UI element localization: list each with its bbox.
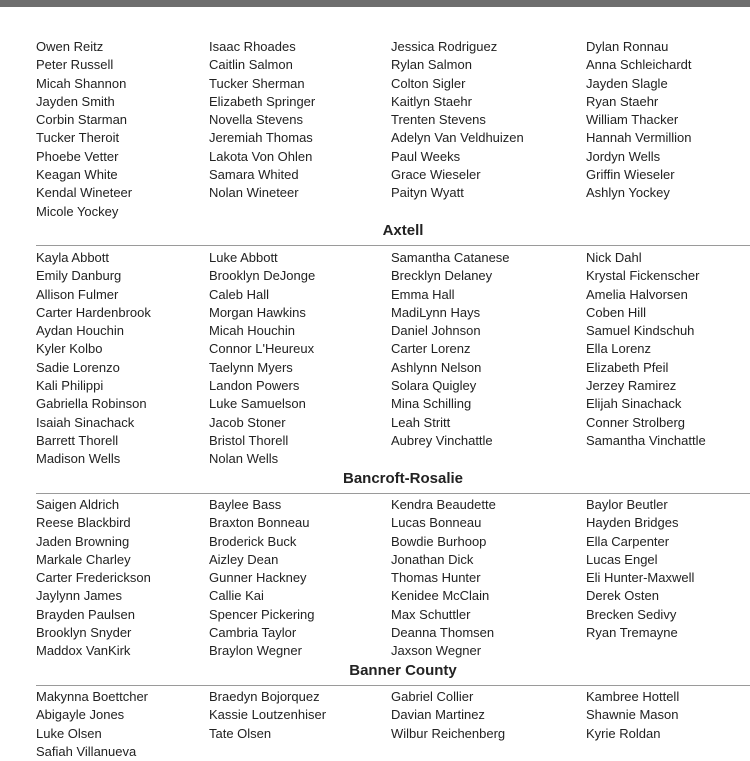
list-item: Madison Wells bbox=[36, 451, 121, 467]
list-item: Micah Houchin bbox=[209, 323, 295, 339]
list-item: Kenidee McClain bbox=[391, 588, 490, 604]
list-item: Micole Yockey bbox=[36, 203, 119, 219]
list-item: Gabriel Collier bbox=[391, 689, 474, 704]
list-item: Jaxson Wegner bbox=[391, 643, 482, 659]
list-item: Kayla Abbott bbox=[36, 250, 109, 265]
list-item: Allison Fulmer bbox=[36, 286, 119, 302]
list-item: Nolan Wells bbox=[209, 451, 279, 467]
list-item: Amelia Halvorsen bbox=[586, 286, 688, 302]
name-column-2 bbox=[209, 38, 315, 203]
list-item: Gunner Hackney bbox=[209, 570, 307, 586]
name-column-4 bbox=[586, 688, 679, 743]
list-item: Luke Samuelson bbox=[209, 396, 306, 412]
list-item: Cambria Taylor bbox=[209, 625, 297, 641]
list-item: Jayden Slagle bbox=[586, 75, 668, 91]
list-item: Maddox VanKirk bbox=[36, 643, 131, 659]
list-item: Morgan Hawkins bbox=[209, 304, 306, 320]
list-item: Aydan Houchin bbox=[36, 323, 124, 339]
list-item: Emma Hall bbox=[391, 286, 455, 302]
list-item: Callie Kai bbox=[209, 588, 264, 604]
list-item: Trenten Stevens bbox=[391, 112, 486, 128]
list-item: Lakota Von Ohlen bbox=[209, 148, 313, 164]
name-column-1 bbox=[36, 496, 151, 661]
list-item: Saigen Aldrich bbox=[36, 497, 120, 512]
list-item: Makynna Boettcher bbox=[36, 689, 149, 704]
list-item: Brooklyn Snyder bbox=[36, 625, 132, 641]
name-column-1 bbox=[36, 688, 148, 761]
list-item: Jayden Smith bbox=[36, 93, 115, 109]
list-item: Mina Schilling bbox=[391, 396, 472, 412]
list-item: William Thacker bbox=[586, 112, 679, 128]
list-item: Connor L'Heureux bbox=[209, 341, 315, 357]
list-item: MadiLynn Hays bbox=[391, 304, 481, 320]
list-item: Ryan Staehr bbox=[586, 93, 659, 109]
list-item: Sadie Lorenzo bbox=[36, 359, 120, 375]
list-item: Elizabeth Pfeil bbox=[586, 359, 669, 375]
list-item: Brecken Sedivy bbox=[586, 606, 677, 622]
list-item: Paul Weeks bbox=[391, 148, 461, 164]
list-item: Samuel Kindschuh bbox=[586, 323, 695, 339]
list-item: Jordyn Wells bbox=[586, 148, 661, 164]
section-divider bbox=[36, 493, 750, 494]
list-item: Adelyn Van Veldhuizen bbox=[391, 130, 524, 146]
list-item: Phoebe Vetter bbox=[36, 148, 119, 164]
list-item: Isaiah Sinachack bbox=[36, 414, 135, 430]
list-item: Luke Abbott bbox=[209, 250, 278, 265]
list-item: Derek Osten bbox=[586, 588, 659, 604]
list-item: Jacob Stoner bbox=[209, 414, 286, 430]
list-item: Abigayle Jones bbox=[36, 707, 125, 723]
section-divider bbox=[36, 245, 750, 246]
list-item: Braylon Wegner bbox=[209, 643, 302, 659]
list-item: Markale Charley bbox=[36, 551, 131, 567]
list-item: Shawnie Mason bbox=[586, 707, 679, 723]
list-item: Tucker Theroit bbox=[36, 130, 120, 146]
list-item: Tucker Sherman bbox=[209, 75, 305, 91]
list-item: Hannah Vermillion bbox=[586, 130, 692, 146]
list-item: Luke Olsen bbox=[36, 725, 102, 741]
list-item: Peter Russell bbox=[36, 57, 114, 73]
list-item: Ella Carpenter bbox=[586, 533, 670, 549]
list-item: Isaac Rhoades bbox=[209, 39, 296, 54]
list-item: Broderick Buck bbox=[209, 533, 297, 549]
list-item: Kaitlyn Staehr bbox=[391, 93, 472, 109]
section-divider bbox=[36, 685, 750, 686]
list-item: Grace Wieseler bbox=[391, 167, 481, 183]
name-column-1 bbox=[36, 249, 151, 469]
list-item: Carter Lorenz bbox=[391, 341, 471, 357]
name-column-2 bbox=[209, 688, 326, 743]
list-item: Gabriella Robinson bbox=[36, 396, 147, 412]
list-item: Coben Hill bbox=[586, 304, 646, 320]
name-column-4 bbox=[586, 249, 706, 450]
list-item: Griffin Wieseler bbox=[586, 167, 675, 183]
list-item: Kyler Kolbo bbox=[36, 341, 103, 357]
list-item: Emily Danburg bbox=[36, 268, 122, 284]
list-item: Lucas Engel bbox=[586, 551, 658, 567]
list-item: Lucas Bonneau bbox=[391, 515, 482, 531]
list-item: Aizley Dean bbox=[209, 551, 279, 567]
list-item: Samantha Vinchattle bbox=[586, 432, 706, 448]
name-column-3 bbox=[391, 38, 524, 203]
list-item: Jaden Browning bbox=[36, 533, 130, 549]
list-item: Dylan Ronnau bbox=[586, 39, 669, 54]
section-title: Bancroft-Rosalie bbox=[342, 470, 464, 487]
list-item: Reese Blackbird bbox=[36, 515, 131, 531]
list-item: Deanna Thomsen bbox=[391, 625, 495, 641]
name-column-4 bbox=[586, 38, 692, 203]
list-item: Owen Reitz bbox=[36, 39, 104, 54]
list-item: Elijah Sinachack bbox=[586, 396, 682, 412]
list-item: Keagan White bbox=[36, 167, 118, 183]
name-column-3 bbox=[391, 249, 510, 450]
name-column-4 bbox=[586, 496, 694, 642]
list-item: Thomas Hunter bbox=[391, 570, 481, 586]
list-item: Bowdie Burhoop bbox=[391, 533, 487, 549]
list-item: Jeremiah Thomas bbox=[209, 130, 313, 146]
list-item: Nick Dahl bbox=[586, 250, 642, 265]
list-item: Anna Schleichardt bbox=[586, 57, 692, 73]
list-item: Solara Quigley bbox=[391, 378, 477, 394]
list-item: Brecklyn Delaney bbox=[391, 268, 493, 284]
list-item: Baylor Beutler bbox=[586, 497, 668, 512]
list-item: Rylan Salmon bbox=[391, 57, 472, 73]
list-item: Elizabeth Springer bbox=[209, 93, 316, 109]
list-item: Baylee Bass bbox=[209, 497, 282, 512]
name-column-2 bbox=[209, 496, 315, 661]
list-item: Jerzey Ramirez bbox=[586, 378, 677, 394]
top-bar bbox=[0, 0, 750, 7]
list-item: Ashlyn Yockey bbox=[586, 185, 670, 201]
list-item: Tate Olsen bbox=[209, 725, 272, 741]
list-item: Daniel Johnson bbox=[391, 323, 481, 339]
list-item: Ryan Tremayne bbox=[586, 625, 678, 641]
list-item: Carter Frederickson bbox=[36, 570, 151, 586]
list-item: Micah Shannon bbox=[36, 75, 127, 91]
list-item: Novella Stevens bbox=[209, 112, 303, 128]
list-item: Kali Philippi bbox=[36, 378, 104, 394]
list-item: Spencer Pickering bbox=[209, 606, 315, 622]
list-item: Kendra Beaudette bbox=[391, 497, 496, 512]
list-item: Colton Sigler bbox=[391, 75, 466, 91]
list-item: Aubrey Vinchattle bbox=[391, 432, 493, 448]
list-item: Leah Stritt bbox=[391, 414, 451, 430]
list-item: Davian Martinez bbox=[391, 707, 485, 723]
name-column-1 bbox=[36, 38, 132, 221]
list-item: Carter Hardenbrook bbox=[36, 304, 151, 320]
list-item: Max Schuttler bbox=[391, 606, 471, 622]
list-item: Krystal Fickenscher bbox=[586, 268, 700, 284]
section-title: Banner County bbox=[349, 662, 457, 679]
list-item: Nolan Wineteer bbox=[209, 185, 299, 201]
list-item: Bristol Thorell bbox=[209, 432, 289, 448]
list-item: Wilbur Reichenberg bbox=[391, 725, 506, 741]
list-item: Jessica Rodriguez bbox=[391, 39, 498, 54]
list-item: Brooklyn DeJonge bbox=[209, 268, 316, 284]
list-item: Eli Hunter-Maxwell bbox=[586, 570, 695, 586]
list-item: Ella Lorenz bbox=[586, 341, 652, 357]
name-column-2 bbox=[209, 249, 315, 469]
list-item: Jonathan Dick bbox=[391, 551, 474, 567]
section-title: Axtell bbox=[382, 222, 424, 239]
list-item: Kendal Wineteer bbox=[36, 185, 133, 201]
list-item: Kassie Loutzenhiser bbox=[209, 707, 327, 723]
list-item: Jaylynn James bbox=[36, 588, 122, 604]
list-item: Ashlynn Nelson bbox=[391, 359, 482, 375]
list-item: Corbin Starman bbox=[36, 112, 128, 128]
list-item: Kambree Hottell bbox=[586, 689, 680, 704]
list-item: Hayden Bridges bbox=[586, 515, 679, 531]
list-item: Braedyn Bojorquez bbox=[209, 689, 320, 704]
list-item: Kyrie Roldan bbox=[586, 725, 661, 741]
list-item: Barrett Thorell bbox=[36, 432, 119, 448]
list-item: Landon Powers bbox=[209, 378, 300, 394]
list-item: Caitlin Salmon bbox=[209, 57, 293, 73]
list-item: Samara Whited bbox=[209, 167, 299, 183]
name-column-3 bbox=[391, 496, 496, 661]
list-item: Caleb Hall bbox=[209, 286, 269, 302]
list-item: Conner Strolberg bbox=[586, 414, 685, 430]
list-item: Brayden Paulsen bbox=[36, 606, 136, 622]
list-item: Taelynn Myers bbox=[209, 359, 293, 375]
list-item: Braxton Bonneau bbox=[209, 515, 310, 531]
list-item: Paityn Wyatt bbox=[391, 185, 464, 201]
list-item: Samantha Catanese bbox=[391, 250, 510, 265]
list-item: Safiah Villanueva bbox=[36, 743, 137, 759]
name-column-3 bbox=[391, 688, 505, 743]
